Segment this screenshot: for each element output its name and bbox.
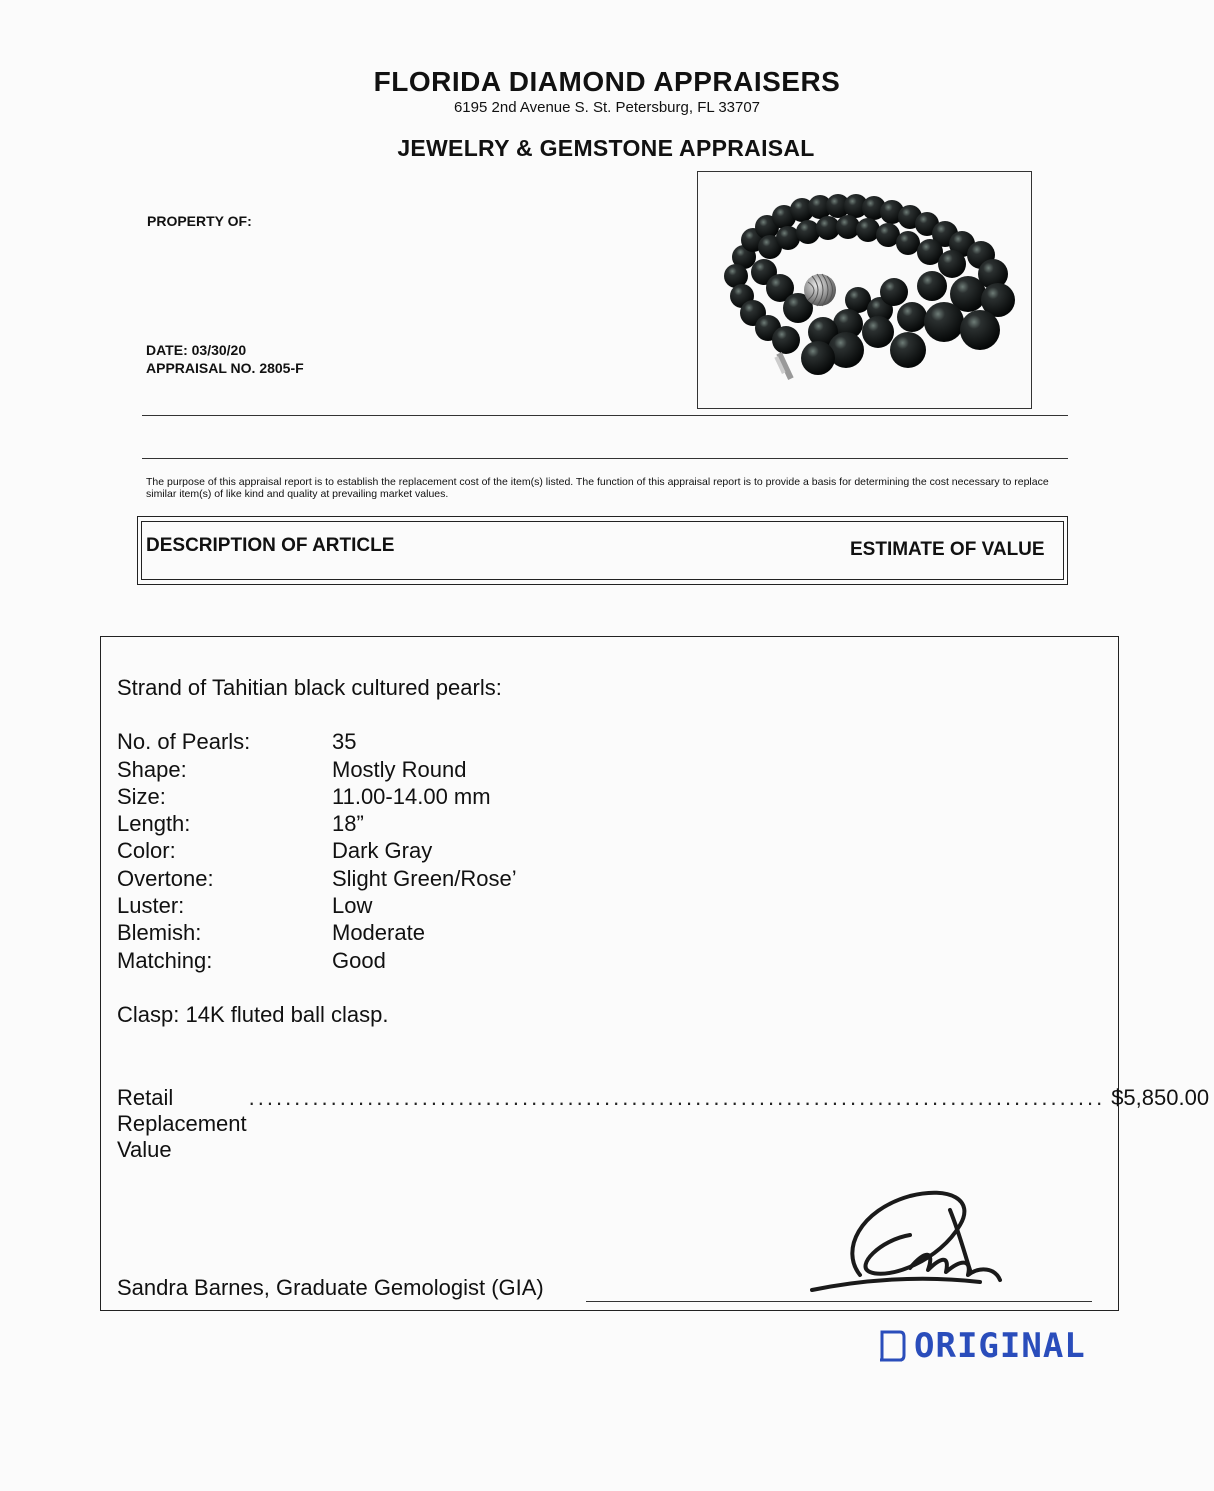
spec-value: Slight Green/Rose’ xyxy=(332,866,517,891)
divider-line-top xyxy=(142,415,1068,416)
description-column-header: DESCRIPTION OF ARTICLE xyxy=(146,535,395,556)
estimate-column-header: ESTIMATE OF VALUE xyxy=(850,539,1045,560)
pearl-photo xyxy=(697,171,1032,409)
spec-value: Good xyxy=(332,948,386,973)
handwritten-signature xyxy=(800,1180,1020,1310)
spec-value: 35 xyxy=(332,729,357,754)
article-heading: Strand of Tahitian black cultured pearls: xyxy=(117,675,502,700)
retail-value-line xyxy=(117,1085,1210,1163)
spec-value: Low xyxy=(332,893,373,918)
divider-line-bottom xyxy=(142,458,1068,459)
spec-label: Length: xyxy=(117,811,191,836)
spec-label: Overtone: xyxy=(117,866,214,891)
dot-leader: .............................................................................................. xyxy=(248,1085,1106,1110)
pearl-necklace-image xyxy=(698,172,1031,408)
spec-label: No. of Pearls: xyxy=(117,729,251,754)
spec-label: Matching: xyxy=(117,948,213,973)
spec-label: Size: xyxy=(117,784,166,809)
retail-value-amount: $5,850.00 xyxy=(1111,1085,1210,1110)
appraisal-number: APPRAISAL NO. 2805-F xyxy=(146,360,304,376)
spec-value: Mostly Round xyxy=(332,757,467,782)
stamp-text: ORIGINAL xyxy=(914,1326,1086,1366)
clasp-description: Clasp: 14K fluted ball clasp. xyxy=(117,1002,389,1027)
appraiser-name: Sandra Barnes, Graduate Gemologist (GIA) xyxy=(117,1275,544,1300)
original-stamp xyxy=(878,1326,1086,1366)
property-of-label: PROPERTY OF: xyxy=(147,213,252,229)
purpose-statement: The purpose of this appraisal report is to establish the replacement cost of the item(s) listed. The function of this appraisal report is to provide a basis for determining the cost necessary to replace similar item(s) of like kind and quality at prevailing market values. xyxy=(146,476,1049,500)
spec-value: 11.00-14.00 mm xyxy=(332,784,491,809)
document-title: JEWELRY & GEMSTONE APPRAISAL xyxy=(397,135,815,161)
spec-value: 18” xyxy=(332,811,364,836)
spec-label: Color: xyxy=(117,838,176,863)
spec-label: Blemish: xyxy=(117,920,202,945)
spec-label: Shape: xyxy=(117,757,187,782)
spec-value: Moderate xyxy=(332,920,425,945)
appraisal-date: DATE: 03/30/20 xyxy=(146,342,247,358)
document-stamp-icon xyxy=(878,1329,906,1363)
company-address: 6195 2nd Avenue S. St. Petersburg, FL 33707 xyxy=(453,99,761,116)
retail-value-label: Retail Replacement Value xyxy=(117,1085,247,1162)
spec-label: Luster: xyxy=(117,893,185,918)
company-name: FLORIDA DIAMOND APPRAISERS xyxy=(373,66,841,97)
spec-value: Dark Gray xyxy=(332,838,433,863)
